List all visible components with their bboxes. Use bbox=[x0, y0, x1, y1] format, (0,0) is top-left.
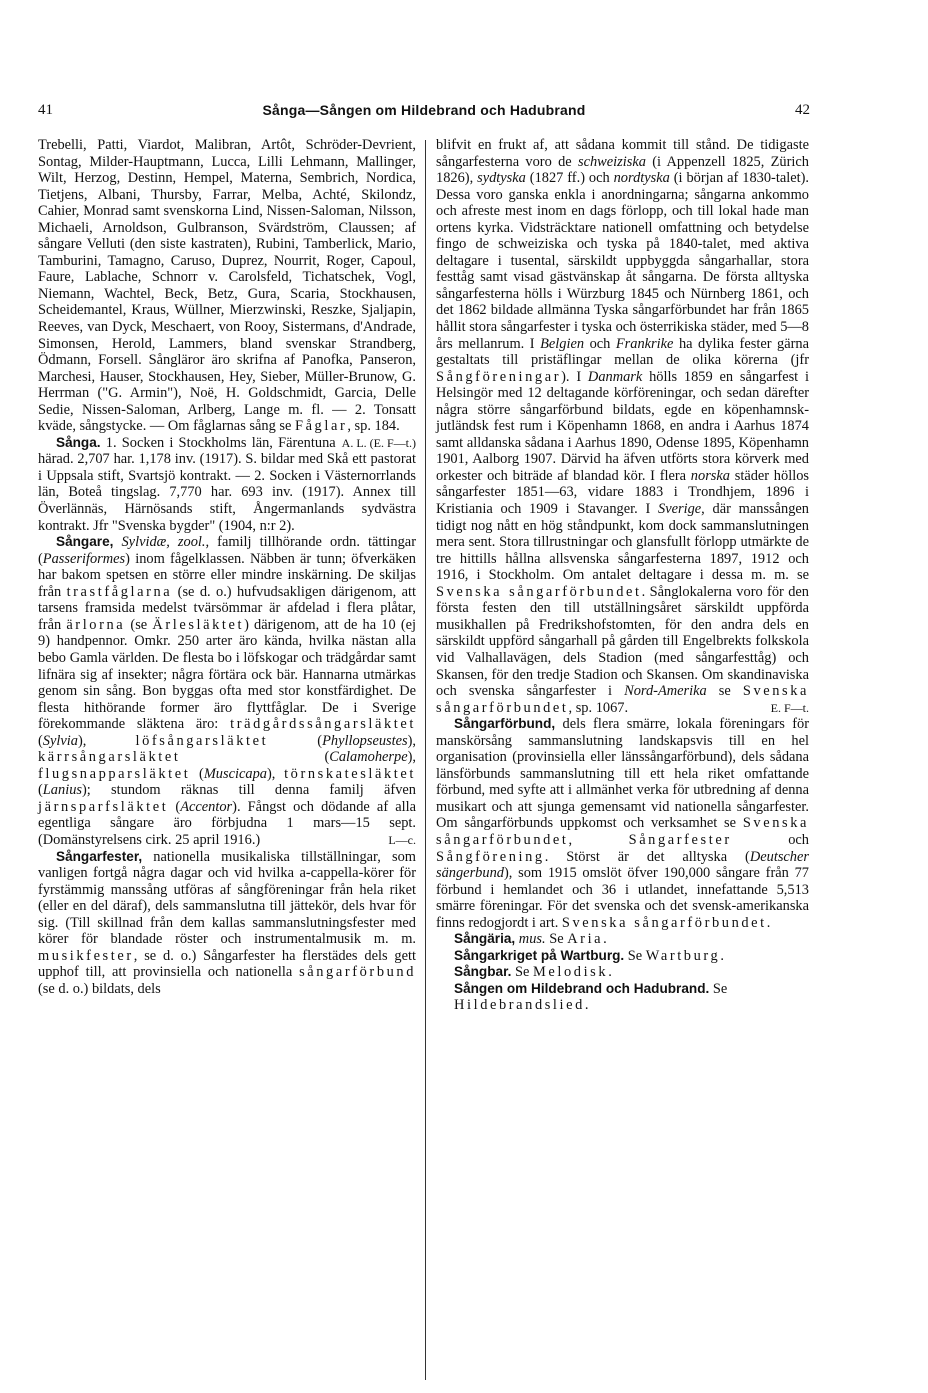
text-run: Sylvia bbox=[42, 732, 78, 749]
cross-reference: Melodisk bbox=[533, 964, 609, 981]
text-run: ha dylika fester gärna gestaltats till pristäflingar mellan de olika körerna (jfr bbox=[436, 335, 809, 369]
cross-reference: kärrsångarsläktet bbox=[38, 749, 181, 766]
text-run: . Störst är det alltyska ( bbox=[544, 848, 750, 865]
cross-reference: löfsångarsläktet bbox=[135, 732, 269, 749]
entry-sangarforbund bbox=[436, 716, 809, 931]
cross-reference: Sångföreningar bbox=[436, 368, 562, 385]
entry-sangarfester-continuation bbox=[436, 137, 809, 716]
left-column bbox=[38, 137, 416, 997]
text-run: ) därigenom, att de ha 10 (ej 9) handpennor. Omkr. 250 arter äro kända, hvilka nästan alla bebo Gamla världen. De flesta bo i löfskogar och trädgårdar samt lifnära sig af insekter; några förtära ock bär. Hannarna utmärkas genom sin sång. Bon byggas ofta med stor konstfärdighet. De flesta hithörande former äro flyttfåglar. De i Sverige förekommande släktena äro: bbox=[38, 616, 416, 733]
cross-reference: Aria bbox=[567, 931, 604, 948]
cross-reference: Fåglar bbox=[294, 418, 348, 435]
text-run: , sp. 184. bbox=[347, 418, 400, 435]
cross-reference: Hildebrandslied bbox=[454, 997, 585, 1014]
text-run: sydtyska bbox=[477, 170, 526, 187]
text-run: Lanius bbox=[42, 782, 82, 799]
right-column bbox=[436, 137, 809, 1014]
cross-reference: flugsnapparsläktet bbox=[38, 765, 191, 782]
text-run: Muscicapa bbox=[203, 765, 267, 782]
text-run: , sp. 1067. bbox=[568, 699, 629, 716]
text-run: Se bbox=[709, 980, 728, 997]
text-run: mus. bbox=[515, 931, 546, 948]
text-run: Sylvidæ, zool., bbox=[113, 534, 210, 551]
cross-reference: järnsparfsläktet bbox=[38, 798, 169, 815]
cross-reference: trastfåglarna bbox=[66, 583, 173, 600]
entry-sangaria bbox=[436, 931, 809, 948]
text-run: blifvit en frukt af, att sådana kommit till stånd. De tidigaste sångarfesterna voro de bbox=[436, 137, 809, 170]
text-run: Belgien bbox=[540, 335, 585, 352]
cross-reference: ärlorna bbox=[66, 616, 126, 633]
text-run: Nord-Amerika bbox=[624, 683, 707, 700]
text-run: . bbox=[608, 964, 612, 981]
entry-headword: Sångäria, bbox=[454, 931, 516, 947]
text-run: , bbox=[568, 831, 629, 848]
text-run: (i början af 1830-talet). Dessa voro ganska enkla i anordningarna; sångarna ankommo och afreste mest inom en dags förlopp, och till lokal hade man ortens kyrka. Vidsträcktare nationell omfattning och betydelse fingo de schweiziska och tyska på 1840-talet, med aktiva deltagare i tusental, särskildt uppbyggda sångarhallar, stora festtåg samt visad gästvänskap åt sångarna. De första alltyska sångarfesterna hölls i Würzburg 1845 och Nürnberg 1861, och det 1862 bildade allmänna Tyska sångarförbundet har från 1865 hållit stora sångarfester i tyska och österrikiska städer, med 5—8 års mellanrum. I bbox=[436, 170, 809, 352]
text-run: . bbox=[584, 997, 589, 1014]
text-run: nationella musikaliska tillställningar, som vanligen fortgå några dagar och vid hvilka a-cappella-körer för fyrstämmig manssång utföras af sångföreningar från hela riket (eller en del däraf), dels sammanslutna till jättekör, dels hvar för sig. (Till skillnad från dem kallas sammanslutningsfester med körer för blandade röster och instrumentalmusik m. m. bbox=[38, 848, 416, 948]
cross-reference: trädgårdssångarsläktet bbox=[230, 716, 416, 733]
author-signature: E. F—t. bbox=[770, 700, 809, 715]
text-run: nordtyska bbox=[613, 170, 670, 187]
cross-reference: sångarförbund bbox=[299, 964, 416, 981]
text-run: . bbox=[766, 914, 771, 931]
cross-reference: Wartburg bbox=[645, 947, 721, 964]
text-run: Calamoherpe bbox=[329, 749, 408, 766]
cross-reference: Sångförening bbox=[436, 848, 545, 865]
text-run: Phyllopseustes bbox=[322, 732, 408, 749]
text-run: Sverige bbox=[658, 501, 702, 518]
text-run: ) inom fågelklassen. Näbben är tunn; öfverkäken har bakom spetsen en större eller mindre inskärning. De skiljas från bbox=[38, 550, 416, 600]
entry-headword: Sångare, bbox=[56, 534, 114, 550]
text-run: städer höllos sångarfester 1851—63, vidare 1883 i Trondhjem, 1896 i Kristiania och 1909 i Stavanger. I bbox=[436, 467, 809, 518]
entry-headword: Sångarkriget på Wartburg. bbox=[454, 947, 625, 963]
cross-reference: Sångarfester bbox=[628, 831, 732, 848]
text-run: , se d. o.) Sångarfester ha flerstädes dels gett upphof till, att provinsiella och nationella bbox=[38, 947, 416, 981]
text-run: Deutscher sängerbund bbox=[436, 848, 809, 882]
text-run: . Sånglokalerna voro för den första festen den till utställningsåret särskildt uppförda musikhallen på Fredrikshofstomten, för den andra dels en särskildt uppförd sångarhall på gården till Engelbrekts folkskola vid Valhallavägen, dels Stadion (med sångarfesttåg) och Skansen, för den tredje Stadion och Skansen. Om skandinaviska och svenska sångarfester i bbox=[436, 583, 809, 700]
text-run: Se bbox=[624, 947, 646, 964]
text-run: (se d. o.) bildats, dels bbox=[38, 980, 161, 997]
text-run: (se bbox=[125, 616, 153, 633]
text-run: , där manssången tidigt nog nått en hög ståndpunkt, kom dock sammanslutningen mera sent. Stora tillrustningar och glansfullt förlopp utmärkte de tre hittills hållna allsvenska sångarfesterna 1897, 1912 och 1916, i Stockholm. Om antalet deltagare i dessa m. m. se bbox=[436, 501, 810, 584]
entry-headword: Sånga. bbox=[56, 434, 101, 450]
text-run: se bbox=[706, 683, 743, 700]
text-run: ), som 1915 omslöt öfver 190,000 sångare från 77 förbund i hemlandet och 36 i utlandet, innefattande 5,513 smärre föreningar. För det svenska och det svensk-amerikanska finns redogjordt i art. bbox=[436, 865, 809, 931]
entry-headword: Sångarfester, bbox=[56, 848, 143, 864]
text-run: och bbox=[584, 335, 616, 352]
page-number-left: 41 bbox=[38, 102, 53, 118]
entry-headword: Sångbar. bbox=[454, 964, 512, 980]
text-run: norska bbox=[690, 467, 730, 484]
running-title: Sånga—Sången om Hildebrand och Hadubrand bbox=[262, 102, 586, 118]
entry-sangarfester bbox=[38, 849, 416, 998]
text-run: schweiziska bbox=[577, 153, 646, 170]
text-run: Passeriformes bbox=[42, 550, 126, 567]
text-run: Danmark bbox=[587, 368, 643, 385]
cross-reference: Svenska sångarförbundet bbox=[436, 683, 810, 716]
text-run: Accentor bbox=[180, 798, 233, 815]
text-run: Frankrike bbox=[615, 335, 674, 352]
text-run: familj tillhörande ordn. tättingar ( bbox=[38, 534, 416, 567]
page-header bbox=[38, 102, 810, 126]
text-run: . bbox=[603, 931, 607, 948]
cross-reference: törnskatesläktet bbox=[284, 765, 416, 782]
cross-reference: musikfester bbox=[38, 947, 134, 964]
author-signature: L—c. bbox=[388, 832, 416, 847]
entry-sangarkriget bbox=[436, 948, 809, 965]
entry-singers-continuation bbox=[38, 137, 416, 450]
entry-headword: Sångarförbund, bbox=[454, 716, 556, 732]
text-run: (1827 ff.) och bbox=[525, 170, 614, 187]
cross-reference: Svenska sångarförbundet bbox=[561, 914, 767, 931]
text-run: dels flera smärre, lokala föreningars för manskörsång sammanslutning landskapsvis till en hel organisation (provinsiella eller länssångarförbund), dels sådana länsförbunds sammanslutning till ett hela riket omfattande förbund, med syfte att i allmänhet verka för utbredning af denna musikart och att sjunga gemensamt vid nationella sångarfester. Om sångarförbunds uppkomst och verksamhet se bbox=[436, 716, 809, 832]
text-run: . Fångst och dödande af alla egentliga sångare äro förbjudna 1 mars—15 sept. (Domänstyrelsens cirk. 25 april 1916.) bbox=[38, 798, 416, 848]
text-run: hölls 1859 en sångarfest i Helsingör med 12 deltagande körföreningar, och sedan därefter några större sångarförbund bildats, egde en köpenhamnsk-jutländsk fest rum i Köpenhamn 1868, en andra i Aarhus 1874 samt alldanska sådana i Aarhus 1890, Odense 1895, Köpenhamn 1901, Aalborg 1907. Därvid ha äfven utförts stora körverk med orkester och biträde af blandad kör. I flera bbox=[436, 368, 809, 484]
entry-headword: Sången om Hildebrand och Hadubrand. bbox=[454, 980, 710, 996]
text-run: (se d. o.) hufvudsakligen därigenom, att tarsens framsida medelst tvärsömmar är afdelad i flera plåtar, från bbox=[38, 583, 416, 633]
entry-sangen-om-hildebrand bbox=[436, 981, 809, 1014]
text-run: (i Appenzell 1825, Zürich 1826), bbox=[436, 153, 809, 187]
text-run: ). I bbox=[561, 368, 588, 385]
text-run: Se bbox=[511, 964, 534, 981]
text-run: 1. Socken i Stockholms län, Färentuna härad. 2,707 har. 1,178 inv. (1917). S. bildar med Skå ett pastorat i Uppsala stift, Svartsjö kontrakt. — 2. Socken i Västernorrlands län, Boteå tingslag. 7,770 har. 693 inv. (1917). Annex till Överlännäs, Härnösands stift, Ångermanlands sydvästra kontrakt. Jfr "Svenska bygder" (1904, n:r 2). bbox=[38, 434, 416, 534]
column-divider bbox=[425, 140, 426, 1380]
page-number-right: 42 bbox=[795, 102, 810, 118]
text-run: . bbox=[720, 947, 724, 964]
text-run: Se bbox=[545, 931, 568, 948]
cross-reference: Svenska sångarförbundet bbox=[436, 815, 809, 848]
author-signature: A. L. (E. F—t.) bbox=[341, 435, 416, 450]
entry-sangare: Sångare, Sylvidæ, zool., familj tillhörande ordn. tättingar (Passeriformes) inom fågelklassen. Näbben är tunn; öfverkäken har bakom spetsen en större eller mindre inskärning. De skiljas från trastfåglarna (se d. o.) hufvudsakligen därigenom, att tarsens framsida medelst tvärsömmar är afdelad i flera plåtar, från ärlorna (se Ärlesläktet) därigenom, att de ha 10 (ej 9) handpennor. Omkr. 250 arter äro kända, hvilka nästan alla bebo Gamla världen. De flesta bo i löfskogar och trädgårdar samt lifnära sig af insekter; några förtära ock bär. Hannarna utmärkas genom sin sång. Bon byggas ofta med stor konstfärdighet. De flesta hithörande former äro flyttfåglar. De i Sverige förekommande släktena äro: trädgårdssångarsläktet (Sylvia), löfsångarsläktet (Phyllopseustes), kärrsångarsläktet (Calamoherpe), flugsnapparsläktet (Muscicapa), törnskatesläktet (Lanius); stundom räknas till denna familj äfven järnsparfsläktet (Accentor). Fångst och dödande af alla egentliga sångare äro förbjudna 1 mars—15 sept. (Domänstyrelsens cirk. 25 april 1916.) L—c. bbox=[38, 534, 416, 848]
entry-sangbar bbox=[436, 964, 809, 981]
cross-reference: Ärlesläktet bbox=[152, 616, 245, 633]
text-run: Trebelli, Patti, Viardot, Malibran, Artôt, Schröder-Devrient, Sontag, Milder-Hauptmann, Lucca, Lilli Lehmann, Mallinger, Wilt, Herzog, Destinn, Hempel, Materna, Sembrich, Nordica, Tietjens, Albani, Thursby, Farrar, Melba, Achté, Skilondz, Cahier, Monrad samt svenskorna Lind, Nissen-Saloman, Nilsson, Michaeli, Arnoldson, Gulbranson, Svärdström, Claussen; af sångare Velluti (den siste kastraten), Rubini, Tamberlick, Mario, Tamburini, Tamagno, Caruso, Duprez, Nourrit, Roger, Capoul, Faure, Lablache, Schnorr v. Carolsfeld, Tichatschek, Vogl, Niemann, Wachtel, Beck, Betz, Gura, Scaria, Stockhausen, Scheidemantel, Kraus, Wüllner, Mierzwinski, Reszke, Sjaljapin, Reeves, van Dyck, Meschaert, von Rooy, Sistermans, d'Andrade, Simonsen, Herold, Lammers, bland svenskar Strandberg, Ödmann, Forsell. Sångläror äro skrifna af Panofka, Panseron, Marchesi, Hauser, Stockhausen, Hey, Sieber, Müller-Brunow, G. Herrman ("G. Armin"), Noë, H. Goldschmidt, Garcia, Delle Sedie, Nissen-Saloman, Arlberg, Lange m. fl. — 2. Tonsatt kväde, sångstycke. — Om fåglarnas sång se bbox=[38, 137, 416, 435]
text-run: och bbox=[731, 831, 809, 848]
cross-reference: Svenska sångarförbundet bbox=[436, 583, 642, 600]
text-run: ; stundom räknas till denna familj äfven bbox=[86, 782, 416, 799]
